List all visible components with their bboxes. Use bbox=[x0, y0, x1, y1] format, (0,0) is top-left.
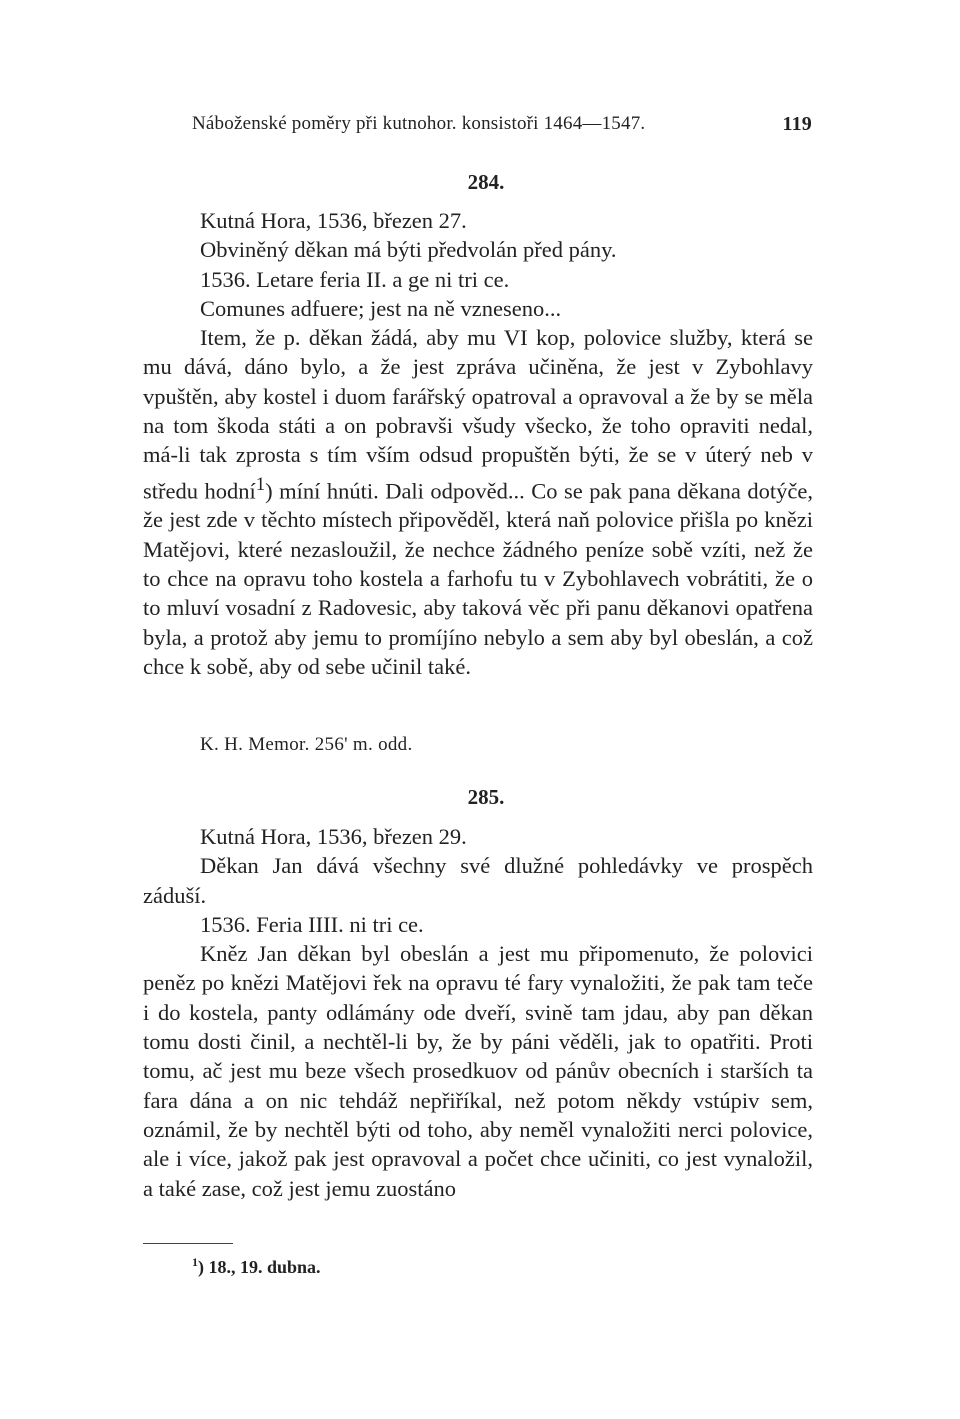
summary: Děkan Jan dává všechny své dlužné pohledávky ve prospěch záduší. bbox=[143, 853, 813, 908]
footnote-divider bbox=[143, 1243, 233, 1244]
place-date: Kutná Hora, 1536, březen 27. bbox=[200, 208, 467, 233]
summary: Obviněný děkan má býti předvolán před pány. bbox=[200, 237, 617, 263]
intro: Comunes adfuere; jest na ně vzneseno... bbox=[200, 295, 562, 321]
body-text bbox=[143, 323, 813, 681]
body-part-2: ) míní hnúti. Dali odpověd... Co se pak pana děkana dotýče, že jest zde v těchto místech připověděl, která naň polovice přišla po knězi Matějovi, které nezasloužil, že nechce žádného peníze sobě vzíti, než že to chce na opravu toho kostela a farhofu tu v Zybohlavech vobrátiti, že o to mluví vosadní z Radovesic, aby taková věc při panu děkanovi opatřena byla, a protož aby jemu to promíjíno nebylo a sem aby byl obeslán, a což chce k sobě, aby od sebe učinil také. bbox=[143, 478, 813, 679]
footnote-ref: 1 bbox=[255, 473, 266, 495]
footnote bbox=[192, 1255, 321, 1278]
date-line: 1536. Feria IIII. ni tri ce. bbox=[200, 911, 424, 937]
date-line: 1536. Letare feria II. a ge ni tri ce. bbox=[200, 266, 510, 292]
source-citation: K. H. Memor. 256' m. odd. bbox=[200, 734, 413, 755]
footnote-text: ) 18., 19. dubna. bbox=[198, 1257, 321, 1277]
footnote-marker: 1 bbox=[192, 1255, 198, 1269]
body-text: Kněz Jan děkan byl obeslán a jest mu připomenuto, že polovici peněz po knězi Matějovi řek na opravu té fary vynaložiti, že pak tam teče i do kostela, panty odlámány ode dveří, svině tam jdau, aby pan děkan tomu dosti činil, a nechtěl-li by, že by páni věděli, jak to opatřiti. Proti tomu, ač jest mu beze všech prosedkuov od pánův obecních i starších ta fara dána a on nic tehdáž nepřiříkal, než potom někdy vstúpiv sem, oznámil, že by nechtěl býti od toho, aby neměl vynaložiti nerci polovice, ale i více, jakož pak jest opravoval a počet chce učiniti, co jest vynaložil, a také zase, což jest jemu zuostáno bbox=[143, 941, 813, 1201]
document-number-285: 285. bbox=[467, 785, 505, 809]
body-part-1: Item, že p. děkan žádá, aby mu VI kop, polovice služby, která se mu dává, dáno bylo, a že jest zpráva učiněna, že jest v Zybohlavy vpuštěn, aby kostel i duom farářský opatroval a opravoval a že by se měla na tom škoda státi a on pobravši všudy všecko, že toho opraviti nedal, má-li tak zprosta s tím vším odsud propuštěn býti, že se v úterý neb v středu hodní bbox=[143, 325, 813, 504]
document-284 bbox=[143, 206, 813, 681]
place-date: Kutná Hora, 1536, březen 29. bbox=[200, 824, 467, 849]
running-head-title: Náboženské poměry při kutnohor. konsistoři 1464—1547. bbox=[192, 113, 646, 134]
document-285 bbox=[143, 822, 813, 1203]
document-number-284: 284. bbox=[467, 170, 505, 194]
page-number: 119 bbox=[782, 113, 812, 135]
